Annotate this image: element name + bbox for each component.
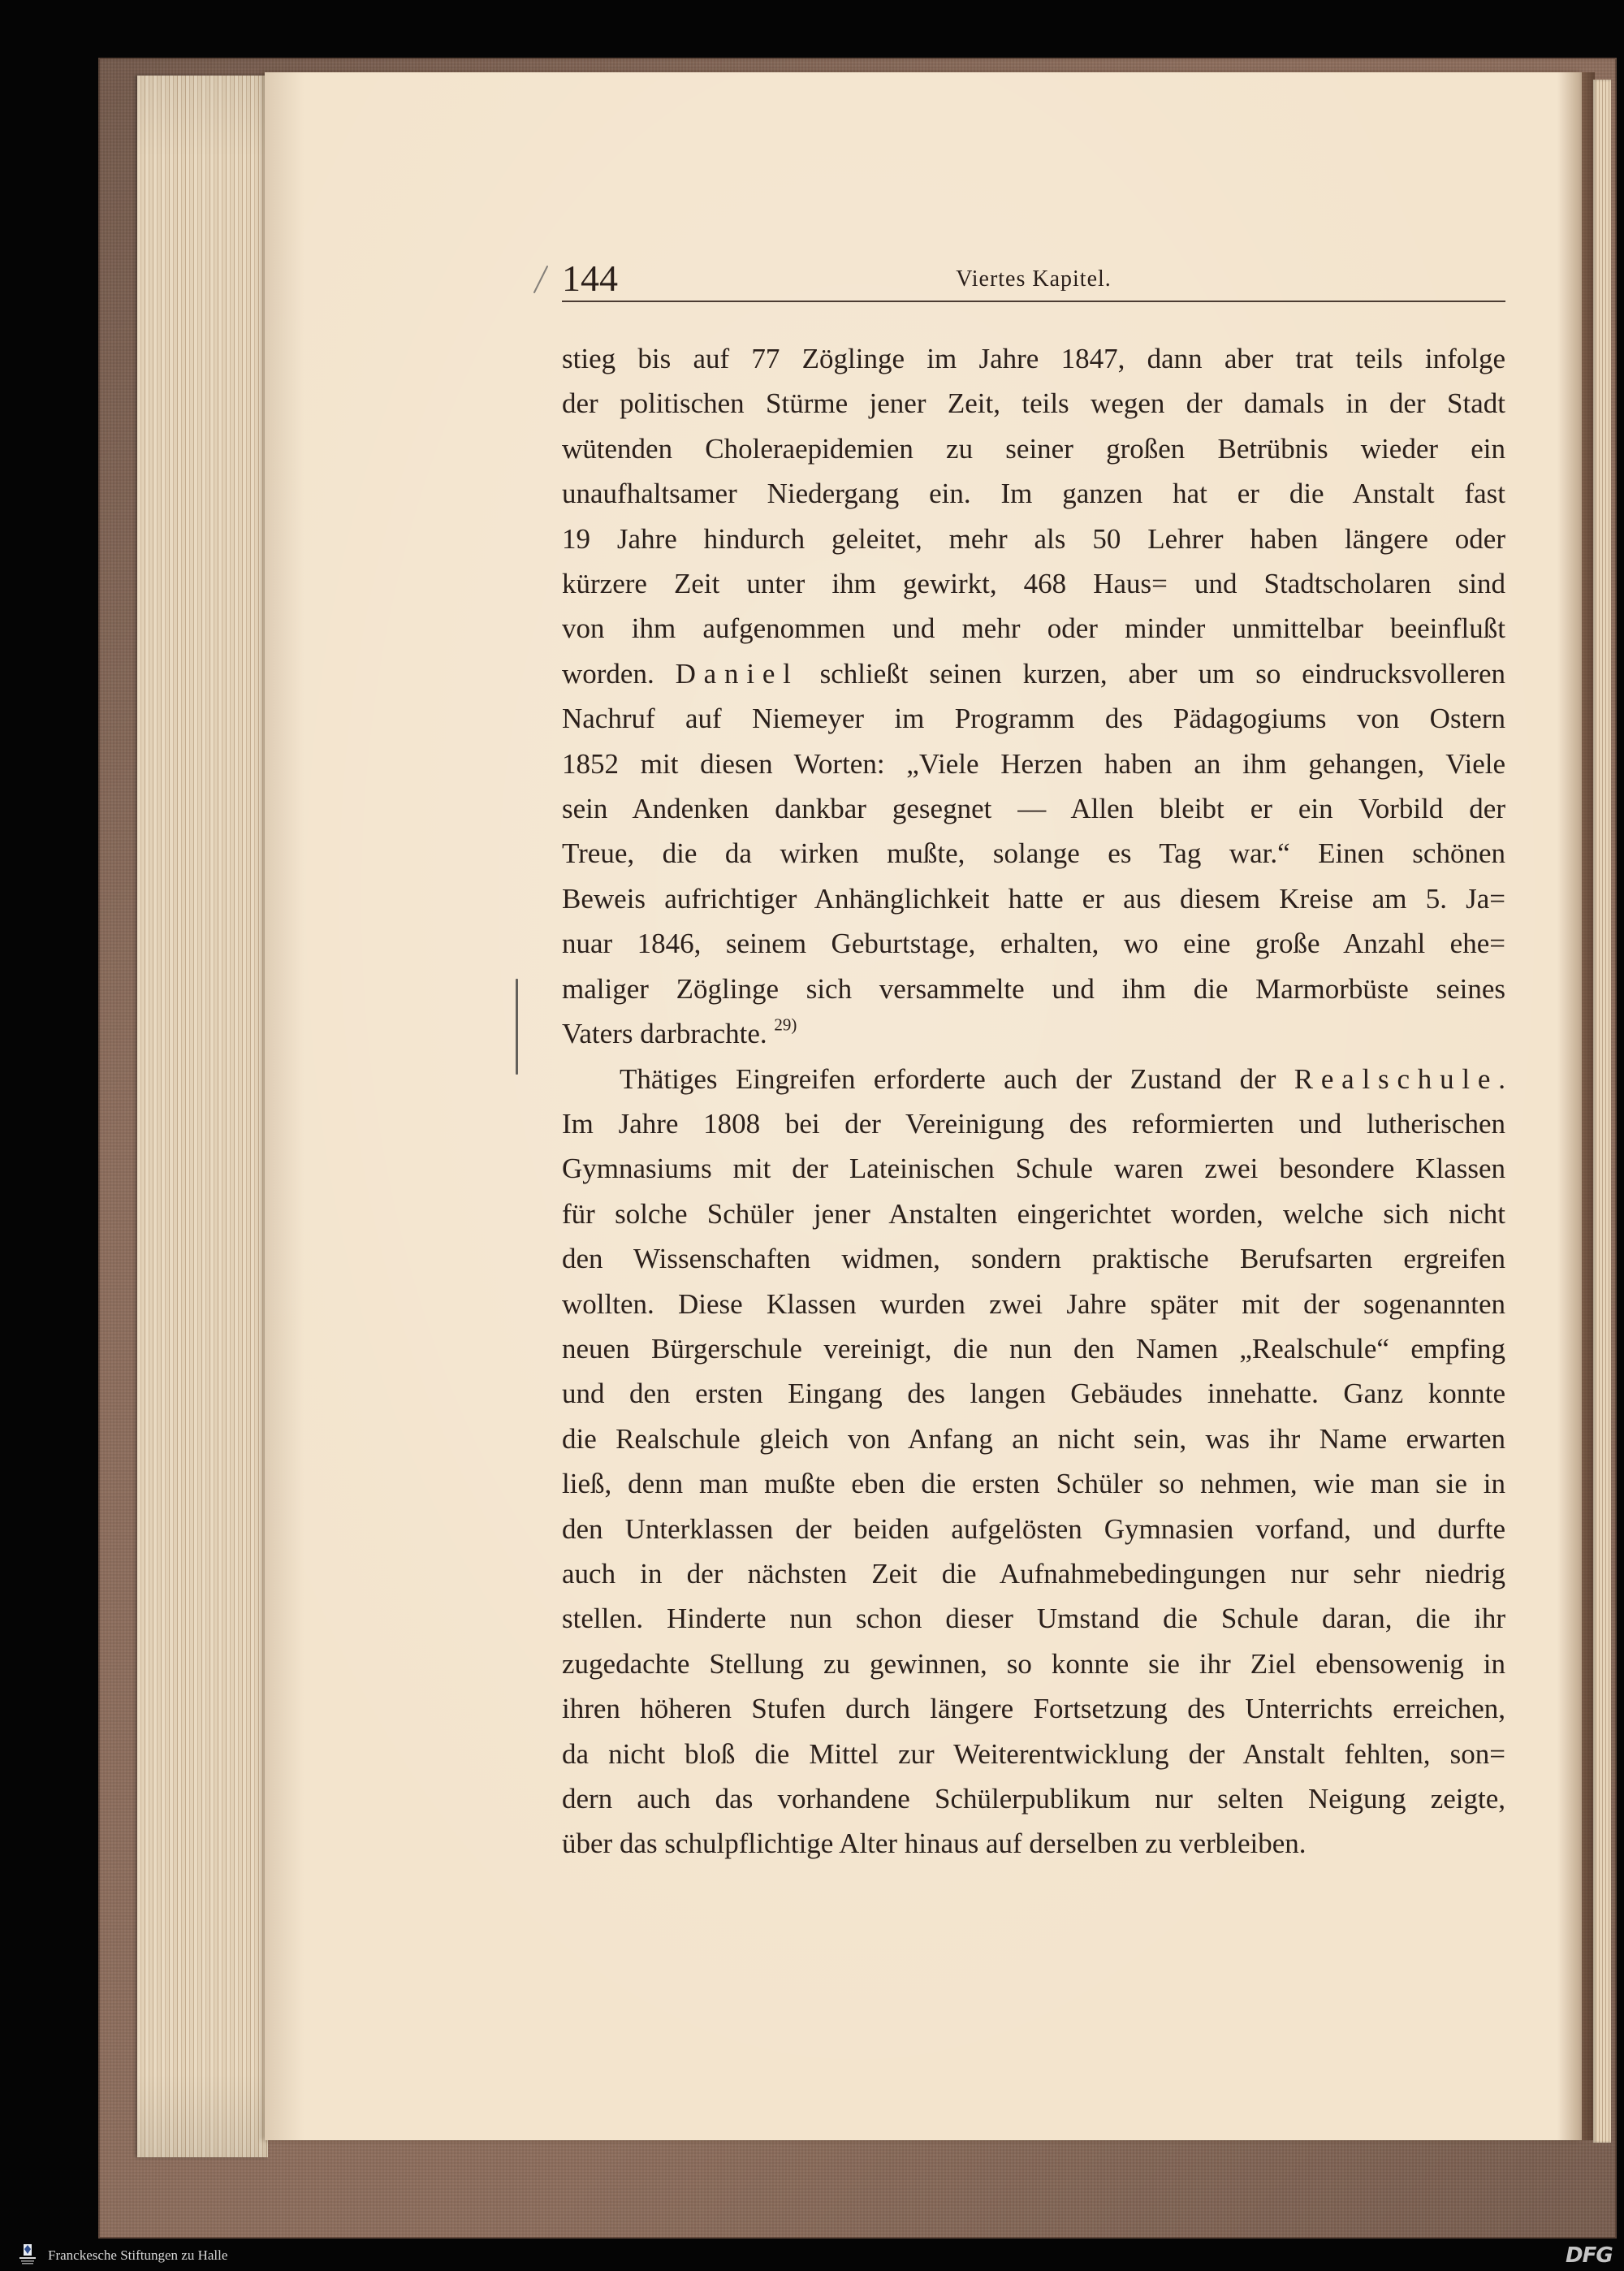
text-line [562, 1326, 1505, 1371]
footnote-ref: 29) [774, 1014, 797, 1035]
text-span: Nachruf auf Niemeyer im Programm des Pädagogiums von Ostern [562, 703, 1505, 735]
text-line [562, 1551, 1505, 1596]
text-span: dern auch das vorhandene Schülerpublikum nur selten Neigung zeigte, [562, 1783, 1505, 1815]
text-span: . [1498, 1062, 1505, 1095]
text-line [562, 1417, 1505, 1461]
text-span: ließ, denn man mußte eben die ersten Schüler so nehmen, wie man sie in [562, 1468, 1505, 1500]
text-span: auch in der nächsten Zeit die Aufnahmebedingungen nur sehr niedrig [562, 1557, 1505, 1590]
text-line [562, 517, 1505, 561]
text-line [562, 1776, 1505, 1821]
text-line [562, 336, 1505, 381]
text-span: Thätiges Eingreifen erforderte auch der Zustand der [620, 1062, 1294, 1095]
book-gutter [1557, 72, 1595, 2140]
text-line [562, 471, 1505, 516]
text-span: die Realschule gleich von Anfang an nicht sein, was ihr Name erwarten [562, 1422, 1505, 1455]
text-span: und den ersten Eingang des langen Gebäudes innehatte. Ganz konnte [562, 1378, 1505, 1410]
text-span: sein Andenken dankbar gesegnet — Allen bleibt er ein Vorbild der [562, 793, 1505, 825]
text-span: über das schulpflichtige Alter hinaus auf derselben zu verbleiben. [562, 1828, 1307, 1860]
text-line [562, 1461, 1505, 1506]
text-span: Beweis aufrichtiger Anhänglichkeit hatte er aus diesem Kreise am 5. Ja= [562, 882, 1505, 915]
header-rule [562, 301, 1505, 302]
text-span: kürzere Zeit unter ihm gewirkt, 468 Haus= und Stadtscholaren sind [562, 568, 1505, 600]
body-text [562, 336, 1505, 1867]
text-line [562, 696, 1505, 741]
text-span: Im Jahre 1808 bei der Vereinigung des reformierten und lutherischen [562, 1107, 1505, 1140]
text-span: neuen Bürgerschule vereinigt, die nun den Namen „Realschule“ empfing [562, 1332, 1505, 1365]
text-span: worden. [562, 657, 676, 690]
text-span: stellen. Hinderte nun schon dieser Umstand die Schule daran, die ihr [562, 1603, 1505, 1635]
paragraph [562, 1057, 1505, 1867]
text-line [562, 561, 1505, 606]
text-span: schließt seinen kurzen, aber um so eindrucksvolleren [798, 657, 1505, 690]
text-span: für solche Schüler jener Anstalten eingerichtet worden, welche sich nicht [562, 1197, 1505, 1230]
text-span: Vaters darbrachte. [562, 1018, 767, 1050]
text-span: nuar 1846, seinem Geburtstage, erhalten, wo eine große Anzahl ehe= [562, 928, 1505, 960]
text-span: den Wissenschaften widmen, sondern praktische Berufsarten ergreifen [562, 1243, 1505, 1275]
text-line [562, 1596, 1505, 1641]
text-line [562, 742, 1505, 786]
page-number: 144 [562, 257, 618, 299]
text-span: stieg bis auf 77 Zöglinge im Jahre 1847, dann aber trat teils infolge [562, 343, 1505, 374]
institution-name: Franckesche Stiftungen zu Halle [48, 2247, 228, 2263]
pencil-margin-line [516, 979, 518, 1075]
text-span: zugedachte Stellung zu gewinnen, so konnte sie ihr Ziel ebensowenig in [562, 1647, 1505, 1680]
text-line [562, 1011, 1505, 1056]
text-span: ihren höheren Stufen durch längere Fortsetzung des Unterrichts erreichen, [562, 1693, 1505, 1725]
text-line [562, 381, 1505, 426]
pencil-mark [529, 263, 552, 296]
text-span: der politischen Stürme jener Zeit, teils wegen der damals in der Stadt [562, 387, 1505, 420]
text-line [562, 1686, 1505, 1731]
text-span: den Unterklassen der beiden aufgelösten Gymnasien vorfand, und durfte [562, 1512, 1505, 1545]
text-line [562, 1236, 1505, 1281]
text-line [562, 1642, 1505, 1686]
text-span: Treue, die da wirken mußte, solange es Tag war.“ Einen schönen [562, 837, 1505, 870]
text-line [562, 1507, 1505, 1551]
text-span: wütenden Choleraepidemien zu seiner großen Betrübnis wieder ein [562, 432, 1505, 465]
text-line [562, 1821, 1505, 1866]
text-line [562, 1732, 1505, 1776]
emphasized-word: Realschule [1294, 1062, 1499, 1095]
page-edges [137, 76, 268, 2157]
text-span: wollten. Diese Klassen wurden zwei Jahre später mit der sogenannten [562, 1287, 1505, 1320]
text-line [562, 651, 1505, 696]
dfg-logo: DFG [1566, 2243, 1613, 2268]
chapter-title: Viertes Kapitel. [956, 266, 1112, 292]
text-line [562, 786, 1505, 831]
text-line [562, 606, 1505, 651]
text-line [562, 1282, 1505, 1326]
text-span: von ihm aufgenommen und mehr oder minder unmittelbar beeinflußt [562, 612, 1505, 645]
text-line [562, 876, 1505, 921]
text-span: Gymnasiums mit der Lateinischen Schule waren zwei besondere Klassen [562, 1153, 1505, 1185]
text-line [562, 1101, 1505, 1146]
text-span: 1852 mit diesen Worten: „Viele Herzen haben an ihm gehangen, Viele [562, 747, 1505, 780]
text-line [562, 1146, 1505, 1191]
text-line [562, 426, 1505, 471]
text-span: 19 Jahre hindurch geleitet, mehr als 50 Lehrer haben längere oder [562, 522, 1505, 555]
text-span: da nicht bloß die Mittel zur Weiterentwicklung der Anstalt fehlten, son= [562, 1737, 1505, 1770]
text-line [562, 1057, 1505, 1101]
text-span: unaufhaltsamer Niedergang ein. Im ganzen hat er die Anstalt fast [562, 478, 1505, 510]
text-line [562, 1192, 1505, 1236]
paragraph [562, 336, 1505, 1057]
text-line [562, 1371, 1505, 1416]
emphasized-word: Daniel [675, 657, 799, 690]
facing-page-edges [1593, 80, 1611, 2143]
text-line [562, 831, 1505, 876]
text-span: maliger Zöglinge sich versammelte und ihm die Marmorbüste seines [562, 972, 1505, 1005]
text-line [562, 967, 1505, 1011]
text-line [562, 921, 1505, 966]
institution-logo-icon [16, 2243, 39, 2269]
